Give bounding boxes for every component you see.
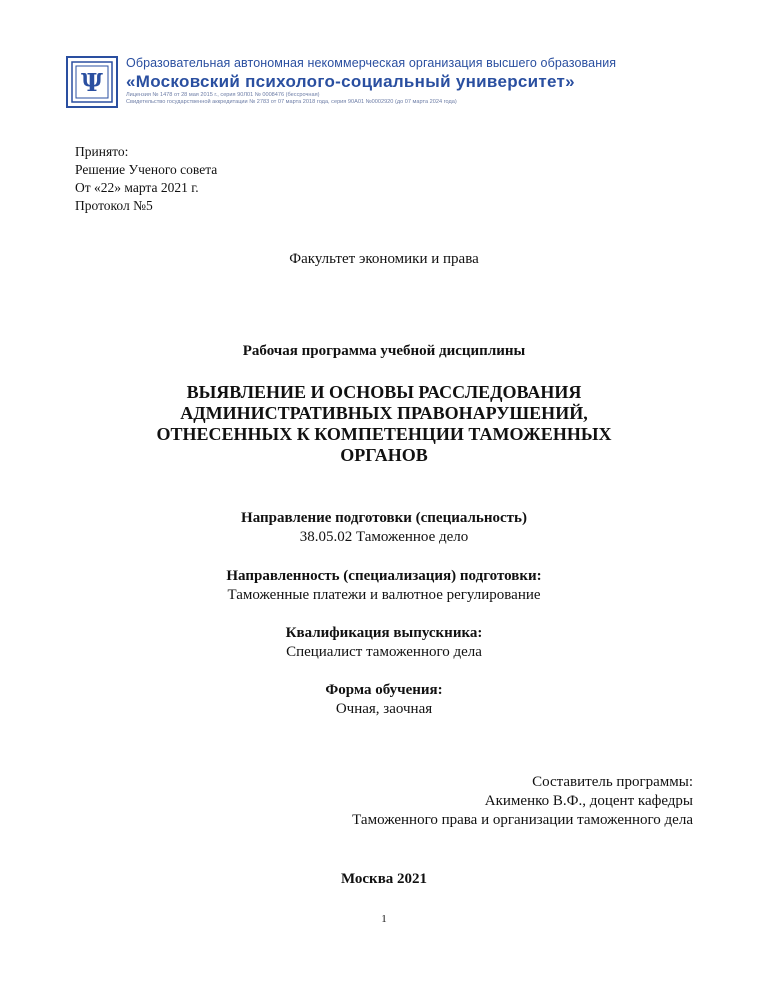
author-department: Таможенного права и организации таможенного дела xyxy=(352,812,693,828)
author-name: Акименко В.Ф., доцент кафедры xyxy=(484,793,693,809)
qualification-block xyxy=(0,624,768,662)
specialization-value: Таможенные платежи и валютное регулирование xyxy=(227,587,541,603)
study-form-block xyxy=(0,681,768,719)
university-logo-icon xyxy=(66,56,118,108)
discipline-title-line: ВЫЯВЛЕНИЕ И ОСНОВЫ РАССЛЕДОВАНИЯ xyxy=(186,382,582,402)
license-line: Лицензия № 1478 от 28 мая 2015 г., серия 90Л01 № 0008476 (бессрочная) xyxy=(126,92,320,98)
university-header xyxy=(66,56,706,116)
approval-block xyxy=(75,143,217,215)
header-text xyxy=(126,56,716,106)
approval-label: Принято: xyxy=(75,144,129,159)
approval-protocol: Протокол №5 xyxy=(75,198,153,213)
approval-date: От «22» марта 2021 г. xyxy=(75,180,199,195)
discipline-title-line: АДМИНИСТРАТИВНЫХ ПРАВОНАРУШЕНИЙ, xyxy=(180,403,588,423)
approval-council: Решение Ученого совета xyxy=(75,162,218,177)
discipline-title-line: ОТНЕСЕННЫХ К КОМПЕТЕНЦИИ ТАМОЖЕННЫХ xyxy=(156,424,612,444)
specialization-block xyxy=(0,567,768,605)
city-year: Москва 2021 xyxy=(340,871,428,887)
specialization-title: Направленность (специализация) подготовки: xyxy=(226,568,542,584)
logo-psi-symbol: Ψ xyxy=(81,68,103,97)
discipline-title xyxy=(100,382,668,466)
qualification-title: Квалификация выпускника: xyxy=(285,625,483,641)
university-name: «Московский психолого-социальный университет» xyxy=(126,72,575,91)
qualification-value: Специалист таможенного дела xyxy=(286,644,482,660)
study-form-title: Форма обучения: xyxy=(325,682,443,698)
faculty-name: Факультет экономики и права xyxy=(289,251,479,267)
direction-title: Направление подготовки (специальность) xyxy=(241,510,527,526)
direction-block xyxy=(0,509,768,547)
study-form-value: Очная, заочная xyxy=(335,701,433,717)
program-label: Рабочая программа учебной дисциплины xyxy=(242,343,526,359)
author-label: Составитель программы: xyxy=(532,774,693,790)
org-type-line: Образовательная автономная некоммерческая организация высшего образования xyxy=(126,56,617,70)
discipline-title-line: ОРГАНОВ xyxy=(340,445,428,465)
page-number: 1 xyxy=(381,913,387,925)
direction-value: 38.05.02 Таможенное дело xyxy=(299,529,469,545)
accreditation-line: Свидетельство государственной аккредитации № 2783 от 07 марта 2018 года, серия 90А01 №0002920 (до 07 марта 2024 года) xyxy=(126,99,457,105)
author-block xyxy=(352,773,693,830)
